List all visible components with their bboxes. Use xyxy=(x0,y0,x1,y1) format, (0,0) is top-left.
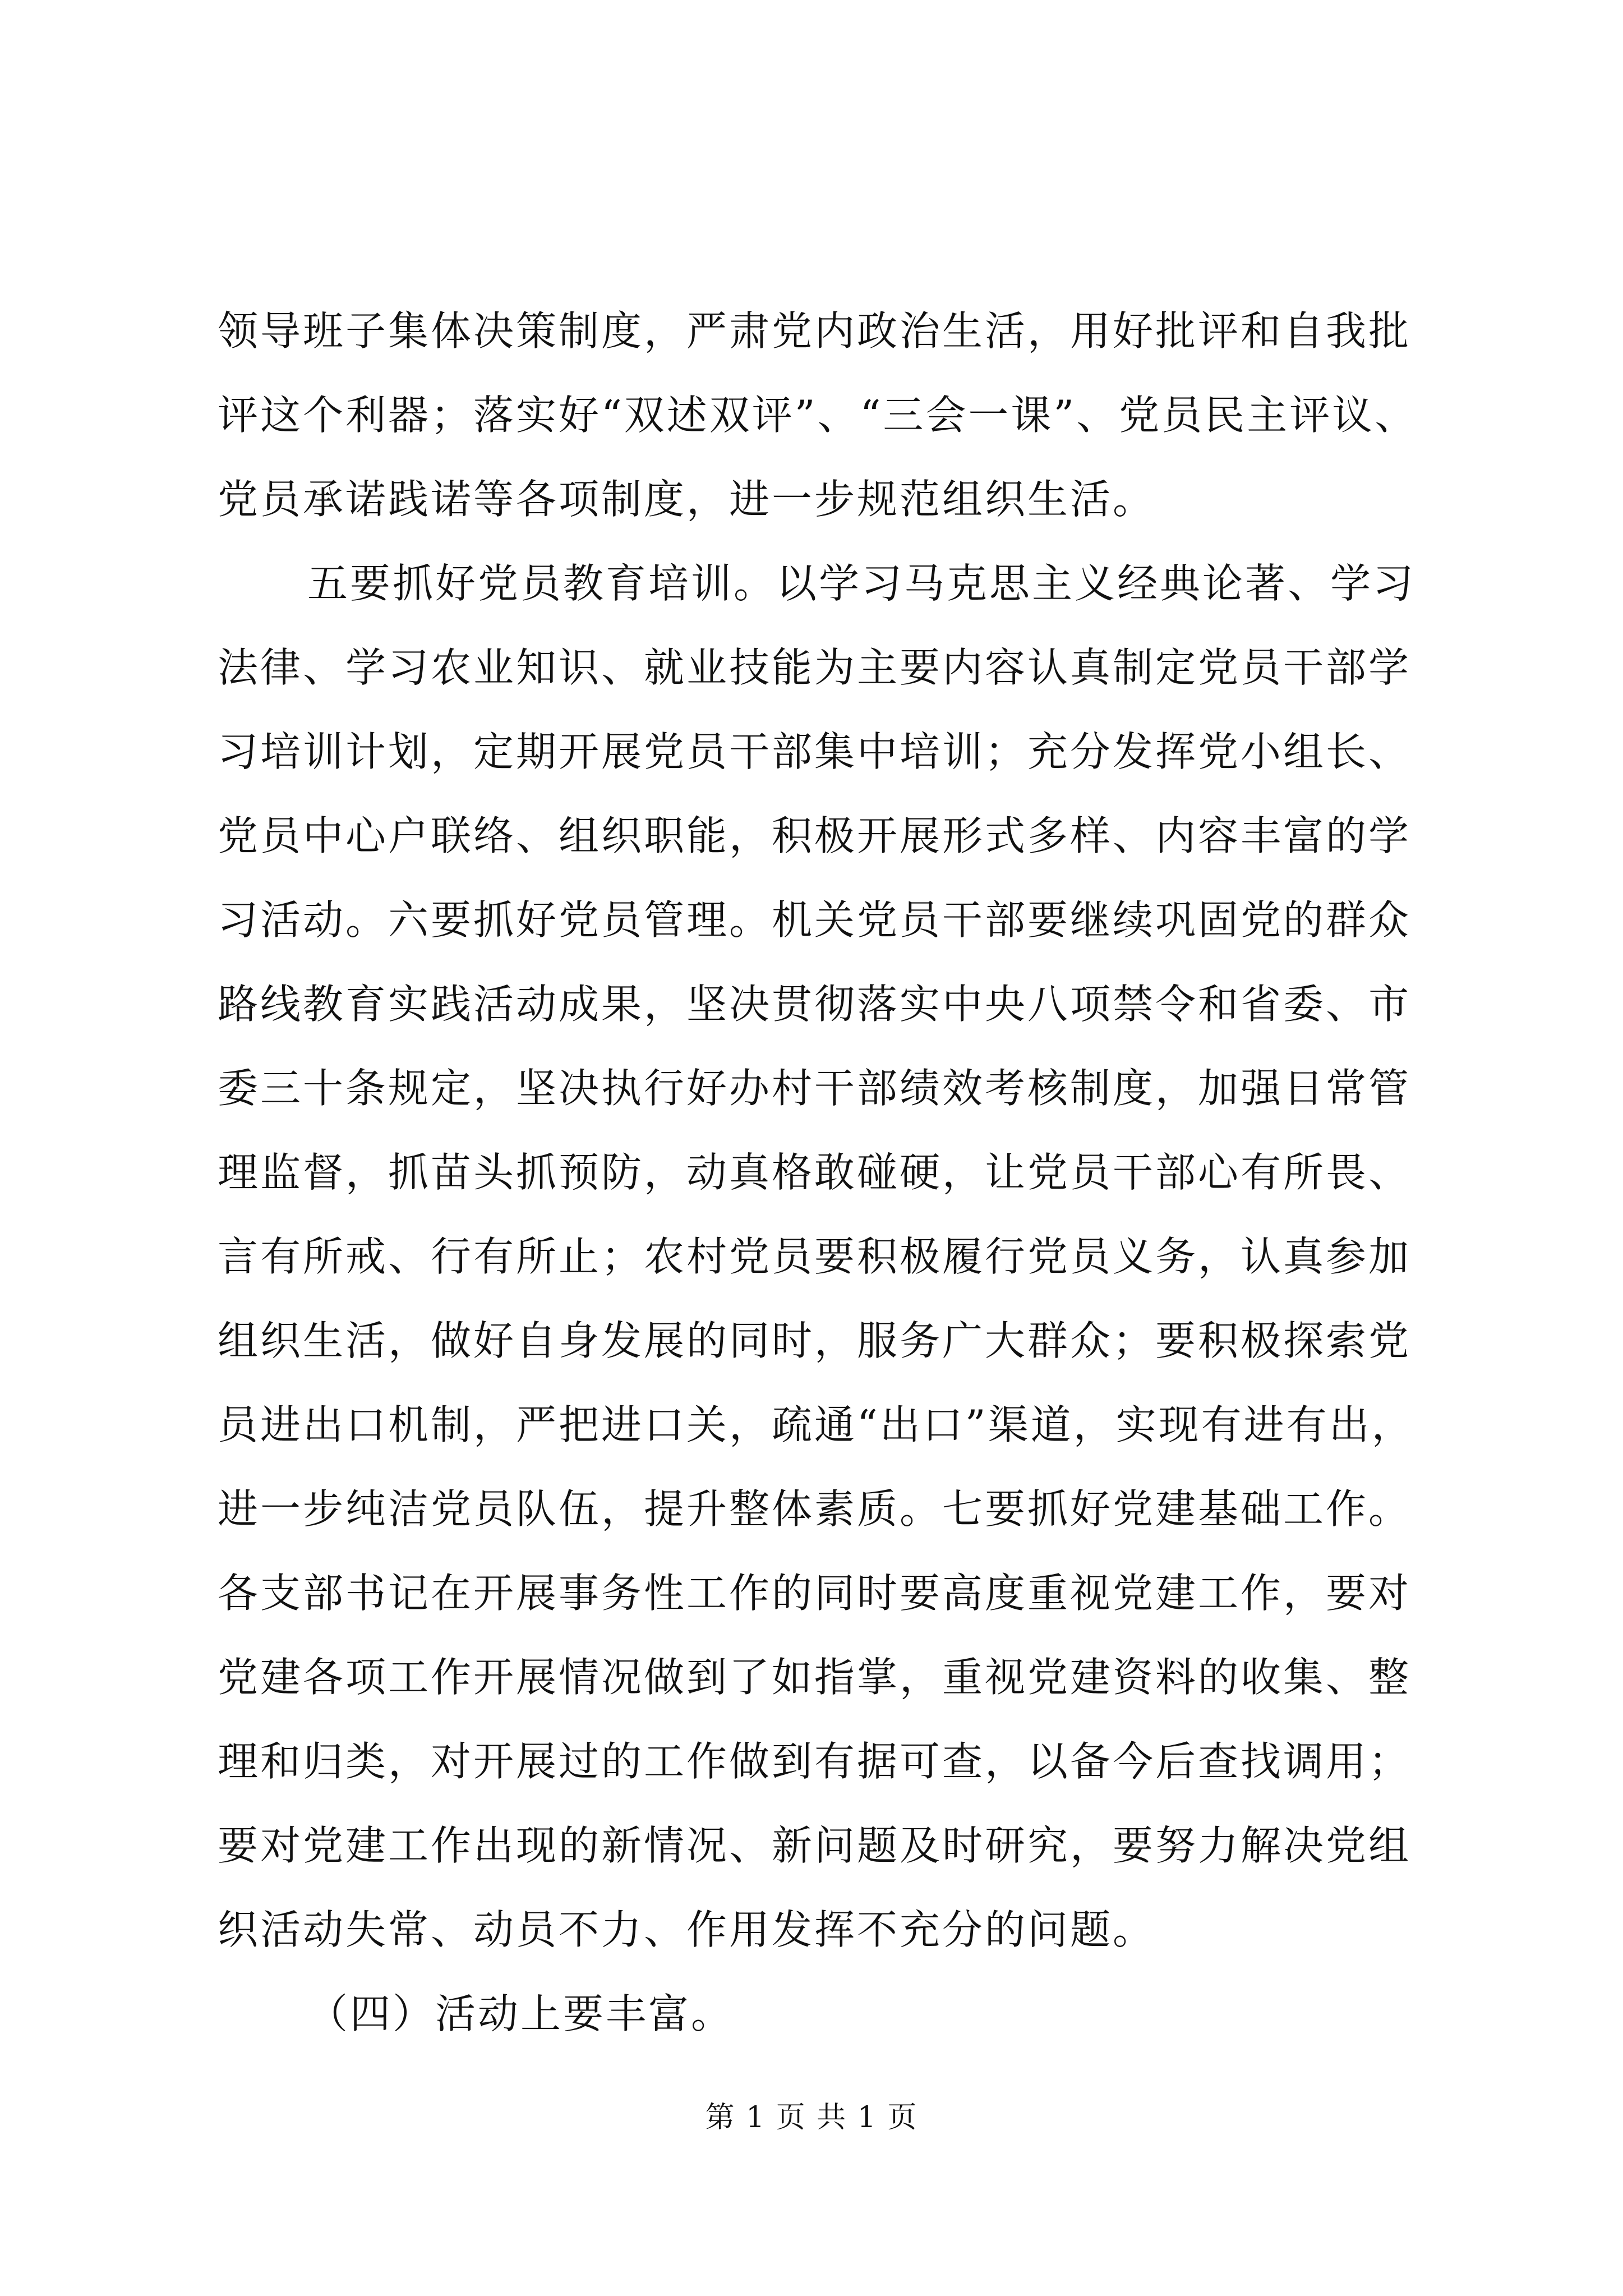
text-line: 组织生活，做好自身发展的同时，服务广大群众；要积极探索党 xyxy=(218,1317,1412,1364)
section-heading: （四）活动上要丰富。 xyxy=(307,1990,734,2037)
text-line: 理监督，抓苗头抓预防，动真格敢碰硬，让党员干部心有所畏、 xyxy=(218,1149,1412,1196)
text-line: 路线教育实践活动成果，坚决贯彻落实中央八项禁令和省委、市 xyxy=(218,981,1412,1028)
text-line: 各支部书记在开展事务性工作的同时要高度重视党建工作，要对 xyxy=(218,1570,1412,1617)
text-line: 习培训计划，定期开展党员干部集中培训；充分发挥党小组长、 xyxy=(218,728,1412,775)
page-number-footer: 第 1 页 共 1 页 xyxy=(705,2101,918,2134)
text-line: 员进出口机制，严把进口关，疏通“出口”渠道，实现有进有出， xyxy=(218,1401,1414,1448)
text-line: 法律、学习农业知识、就业技能为主要内容认真制定党员干部学 xyxy=(218,644,1412,691)
text-line: 进一步纯洁党员队伍，提升整体素质。七要抓好党建基础工作。 xyxy=(218,1485,1412,1533)
text-line: 言有所戒、行有所止；农村党员要积极履行党员义务，认真参加 xyxy=(218,1233,1412,1280)
text-line: 织活动失常、动员不力、作用发挥不充分的问题。 xyxy=(218,1906,1156,1953)
text-line: 评这个利器；落实好“双述双评”、“三会一课”、党员民主评议、 xyxy=(218,392,1418,439)
text-line: 委三十条规定，坚决执行好办村干部绩效考核制度，加强日常管 xyxy=(218,1065,1412,1112)
text-line: 习活动。六要抓好党员管理。机关党员干部要继续巩固党的群众 xyxy=(218,896,1412,944)
text-line: 党建各项工作开展情况做到了如指掌，重视党建资料的收集、整 xyxy=(218,1654,1412,1701)
text-line: 党员承诺践诺等各项制度，进一步规范组织生活。 xyxy=(218,476,1156,523)
text-line: 党员中心户联络、组织职能，积极开展形式多样、内容丰富的学 xyxy=(218,812,1412,859)
text-line: 领导班子集体决策制度，严肃党内政治生活，用好批评和自我批 xyxy=(218,307,1412,355)
paragraph-start-line: 五要抓好党员教育培训。以学习马克思主义经典论著、学习 xyxy=(307,560,1416,607)
text-line: 理和归类，对开展过的工作做到有据可查，以备今后查找调用； xyxy=(218,1738,1412,1785)
text-line: 要对党建工作出现的新情况、新问题及时研究，要努力解决党组 xyxy=(218,1822,1412,1869)
